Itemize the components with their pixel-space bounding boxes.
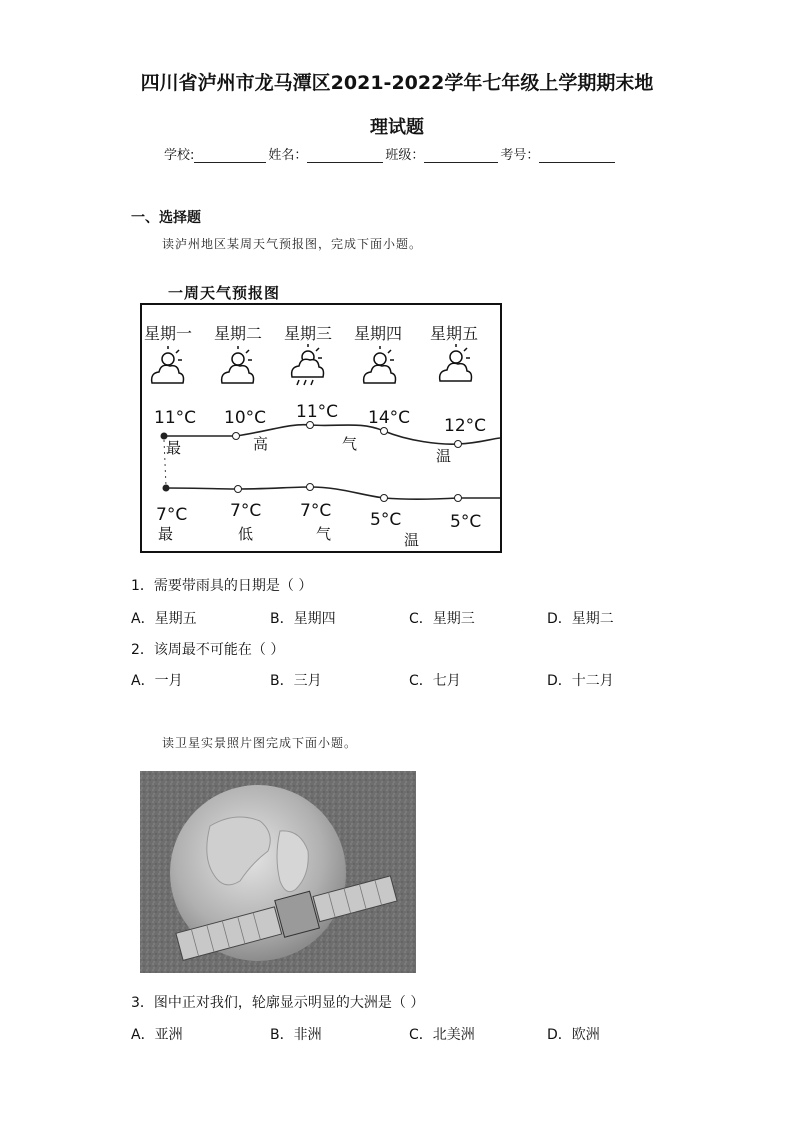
class-blank[interactable] <box>424 148 498 163</box>
day-label-fri: 星期五 <box>430 324 479 343</box>
intro-text-forecast: 读泸州地区某周天气预报图，完成下面小题。 <box>162 237 423 251</box>
option-c[interactable]: C．星期三 <box>409 611 475 627</box>
high-temp-point <box>381 428 388 435</box>
student-info-row <box>164 144 617 163</box>
high-temp-label: 12°C <box>444 416 487 436</box>
high-temp-label: 14°C <box>368 408 411 428</box>
question-2-stem: 2．该周最不可能在（ ） <box>131 642 285 658</box>
forecast-title: 一周天气预报图 <box>168 284 281 302</box>
question-1-stem: 1．需要带雨具的日期是（ ） <box>131 578 313 594</box>
option-c[interactable]: C．北美洲 <box>409 1027 475 1043</box>
low-temp-point <box>235 486 242 493</box>
option-a[interactable]: A．星期五 <box>131 611 197 627</box>
exam-title-line2: 理试题 <box>370 117 424 138</box>
school-blank[interactable] <box>194 148 266 163</box>
high-temp-label: 11°C <box>296 402 339 422</box>
satellite-photo <box>140 771 416 973</box>
option-d[interactable]: D．欧洲 <box>547 1027 600 1043</box>
high-axis-char: 温 <box>436 447 452 465</box>
day-label-wed: 星期三 <box>284 324 333 343</box>
weather-forecast-chart <box>140 303 502 553</box>
option-d[interactable]: D．星期二 <box>547 611 614 627</box>
low-temp-label: 5°C <box>370 510 402 530</box>
high-axis-char: 气 <box>342 435 358 453</box>
low-temp-label: 7°C <box>230 501 262 521</box>
exam-number-blank[interactable] <box>539 148 615 163</box>
option-b[interactable]: B．星期四 <box>270 611 336 627</box>
option-a[interactable]: A．亚洲 <box>131 1027 183 1043</box>
option-c[interactable]: C．七月 <box>409 673 461 689</box>
high-axis-char: 高 <box>253 435 269 453</box>
day-label-tue: 星期二 <box>214 324 263 343</box>
name-label: 姓名： <box>268 148 308 163</box>
low-axis-char: 温 <box>404 531 420 549</box>
option-d[interactable]: D．十二月 <box>547 673 614 689</box>
low-axis-char: 最 <box>158 525 174 543</box>
class-label: 班级： <box>385 148 425 163</box>
low-axis-char: 气 <box>316 525 332 543</box>
exam-title-line1: 四川省泸州市龙马潭区2021-2022学年七年级上学期期末地 <box>140 72 654 94</box>
low-temp-point <box>455 495 462 502</box>
option-b[interactable]: B．非洲 <box>270 1027 322 1043</box>
option-b[interactable]: B．三月 <box>270 673 322 689</box>
high-temp-point <box>307 422 314 429</box>
low-temp-point <box>307 484 314 491</box>
low-temp-point <box>381 495 388 502</box>
low-temp-point <box>163 485 170 492</box>
exam-number-label: 考号： <box>500 148 540 163</box>
high-temp-label: 11°C <box>154 408 197 428</box>
high-temp-label: 10°C <box>224 408 267 428</box>
low-axis-char: 低 <box>238 525 254 543</box>
intro-text-satellite: 读卫星实景照片图完成下面小题。 <box>162 736 358 750</box>
day-label-mon: 星期一 <box>144 324 193 343</box>
school-label: 学校: <box>164 148 195 163</box>
low-temp-label: 7°C <box>156 505 188 525</box>
high-temp-point <box>455 441 462 448</box>
option-a[interactable]: A．一月 <box>131 673 183 689</box>
day-label-thu: 星期四 <box>354 324 403 343</box>
question-3-stem: 3．图中正对我们，轮廓显示明显的大洲是（ ） <box>131 995 425 1011</box>
high-axis-char: 最 <box>166 439 182 457</box>
section-title: 一、选择题 <box>131 210 201 226</box>
low-temp-label: 5°C <box>450 512 482 532</box>
name-blank[interactable] <box>307 148 383 163</box>
low-temp-label: 7°C <box>300 501 332 521</box>
high-temp-point <box>233 433 240 440</box>
